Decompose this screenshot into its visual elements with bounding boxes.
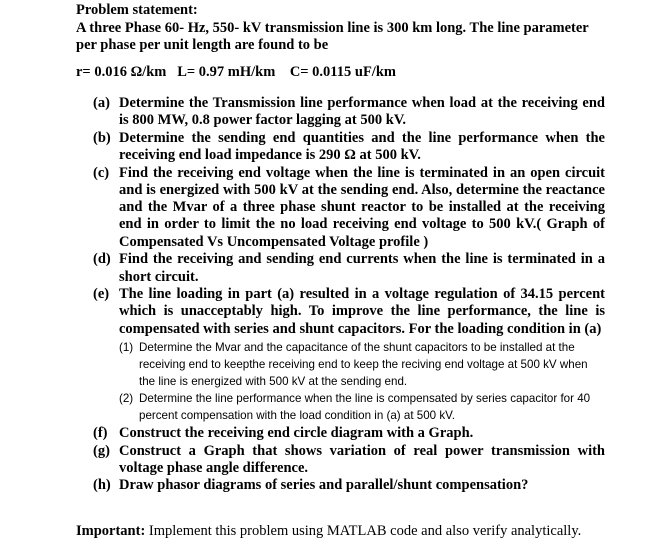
param-resistance: r= 0.016 Ω/km [76, 64, 167, 80]
question-text: Find the receiving and sending end currents when the line is terminated in a short circuit. [119, 251, 605, 285]
subquestion-list [119, 339, 605, 424]
subquestion-2 [119, 390, 605, 424]
question-h [93, 477, 605, 494]
question-label: (c) [93, 164, 110, 181]
subquestion-label: (2) [119, 391, 134, 405]
question-text: Determine the Transmission line performance when load at the receiving end is 800 MW, 0.8 power factor lagging at 500 kV. [119, 95, 605, 129]
subquestion-text: Determine the line performance when the line is compensated by series capacitor for 40 percent compensation with the load condition in (a) at 500 kV. [139, 391, 591, 422]
problem-intro: A three Phase 60- Hz, 550- kV transmission line is 300 km long. The line parameter per phase per unit length are found to be [76, 20, 589, 53]
question-g [93, 443, 605, 477]
important-note [76, 523, 581, 540]
question-text: Determine the sending end quantities and the line performance when the receiving end load impedance is 290 Ω at 500 kV. [119, 129, 605, 164]
question-label: (d) [93, 251, 111, 268]
question-f [93, 425, 605, 442]
question-label: (g) [93, 442, 110, 459]
subquestion-1 [119, 339, 605, 390]
question-c [93, 165, 605, 251]
param-capacitance: C= 0.0115 uF/km [289, 64, 396, 80]
question-text: Find the receiving end voltage when the line is terminated in an open circuit and is energized with 500 kV at the sending end. Also, determine the reactance and the Mvar of a three phase shunt reactor to be installed at the receiving end in order to limit the no load receiving end voltage to 500 kV.( Graph of Compensated Vs Uncompensated Voltage profile ) [119, 164, 605, 250]
subquestion-label: (1) [119, 340, 134, 354]
question-text: The line loading in part (a) resulted in a voltage regulation of 34.15 percent which is unacceptably high. To improve the line performance, the line is compensated with series and shunt capacitors. For the loading condition in (a) [119, 286, 605, 337]
param-inductance: L= 0.97 mH/km [177, 64, 276, 80]
question-a [93, 95, 605, 129]
question-text: Draw phasor diagrams of series and parallel/shunt compensation? [119, 477, 529, 494]
question-d [93, 251, 605, 285]
question-text: Construct the receiving end circle diagram with a Graph. [119, 424, 474, 441]
important-text: Implement this problem using MATLAB code and also verify analytically. [148, 523, 582, 539]
line-parameters [76, 64, 396, 81]
problem-heading: Problem statement: [76, 2, 198, 18]
question-list [93, 95, 605, 495]
question-label: (e) [93, 286, 110, 303]
question-label: (b) [93, 129, 111, 146]
question-label: (f) [93, 424, 108, 441]
question-text: Construct a Graph that shows variation of real power transmission with voltage phase angle difference. [119, 442, 605, 476]
subquestion-text: Determine the Mvar and the capacitance of the shunt capacitors to be installed at the receiving end to keepthe receiving end to keep the reciving end voltage at 500 kV when the line is energized with 500 kV at the sending end. [139, 340, 588, 388]
question-label: (h) [93, 477, 111, 494]
question-e [93, 286, 605, 424]
question-label: (a) [93, 95, 110, 111]
important-label: Important: [76, 523, 146, 539]
question-b [93, 130, 605, 164]
